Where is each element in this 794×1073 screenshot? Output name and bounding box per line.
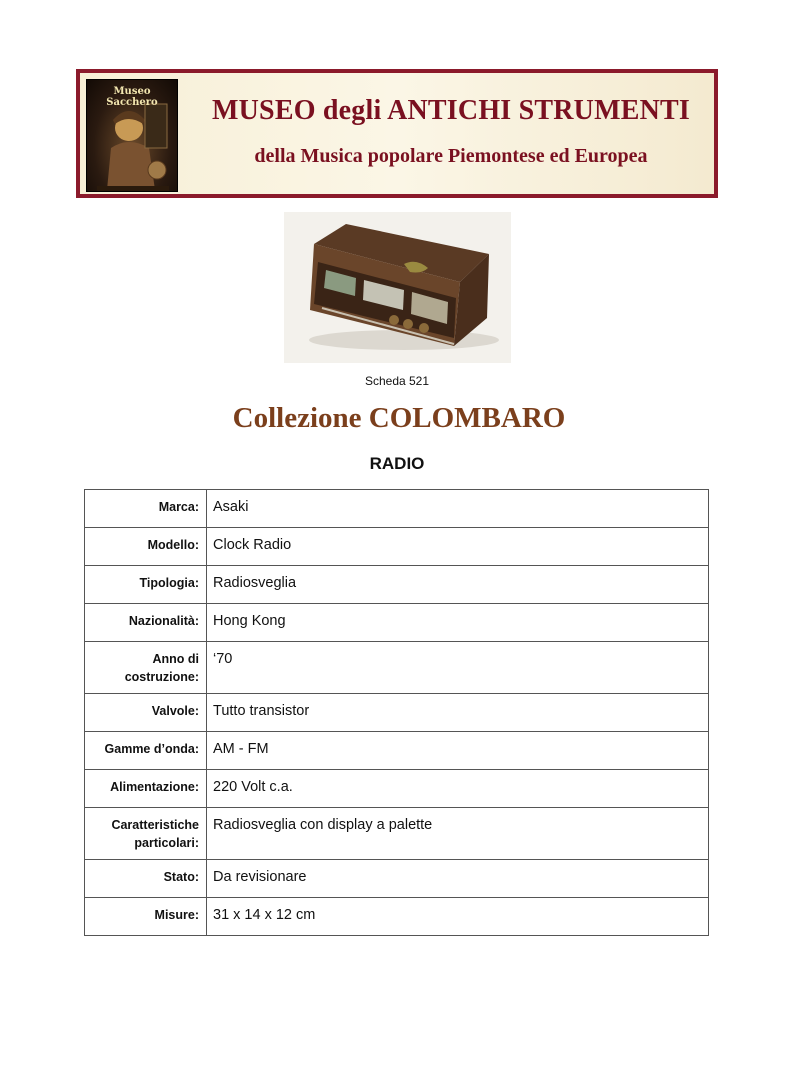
- table-row: [85, 898, 709, 936]
- spec-label: Gamme d’onda:: [85, 732, 207, 770]
- spec-value: Da revisionare: [207, 860, 709, 898]
- spec-value: Clock Radio: [207, 528, 709, 566]
- spec-value: Hong Kong: [207, 604, 709, 642]
- spec-value: AM - FM: [207, 732, 709, 770]
- table-row: [85, 732, 709, 770]
- spec-value: Asaki: [207, 490, 709, 528]
- table-row: [85, 808, 709, 860]
- sheet-number: Scheda 521: [364, 374, 430, 388]
- spec-label: Misure:: [85, 898, 207, 936]
- table-row: [85, 490, 709, 528]
- spec-value: Radiosveglia con display a palette: [207, 808, 709, 860]
- spec-label: Stato:: [85, 860, 207, 898]
- table-row: [85, 566, 709, 604]
- logo-text: Museo Sacchero: [106, 86, 158, 108]
- spec-value: ‘70: [207, 642, 709, 694]
- museum-subtitle: della Musica popolare Piemontese ed Europea: [254, 145, 648, 167]
- spec-label: Nazionalità:: [85, 604, 207, 642]
- table-row: [85, 770, 709, 808]
- spec-label: Tipologia:: [85, 566, 207, 604]
- museum-logo: [86, 79, 178, 192]
- collection-title: Collezione COLOMBARO: [232, 402, 566, 434]
- specs-table: [84, 489, 709, 936]
- table-row: [85, 860, 709, 898]
- spec-label: Valvole:: [85, 694, 207, 732]
- spec-value: 220 Volt c.a.: [207, 770, 709, 808]
- spec-label: Anno di costruzione:: [85, 642, 207, 694]
- spec-value: Radiosveglia: [207, 566, 709, 604]
- spec-label: Modello:: [85, 528, 207, 566]
- spec-label: Caratteristiche particolari:: [85, 808, 207, 860]
- museum-banner: [76, 69, 718, 198]
- object-type-heading: RADIO: [369, 454, 425, 473]
- spec-label: Marca:: [85, 490, 207, 528]
- spec-value: 31 x 14 x 12 cm: [207, 898, 709, 936]
- museum-title: MUSEO degli ANTICHI STRUMENTI: [212, 95, 690, 126]
- table-row: [85, 642, 709, 694]
- spec-label: Alimentazione:: [85, 770, 207, 808]
- table-row: [85, 694, 709, 732]
- spec-value: Tutto transistor: [207, 694, 709, 732]
- table-row: [85, 528, 709, 566]
- radio-photo: [284, 212, 511, 363]
- table-row: [85, 604, 709, 642]
